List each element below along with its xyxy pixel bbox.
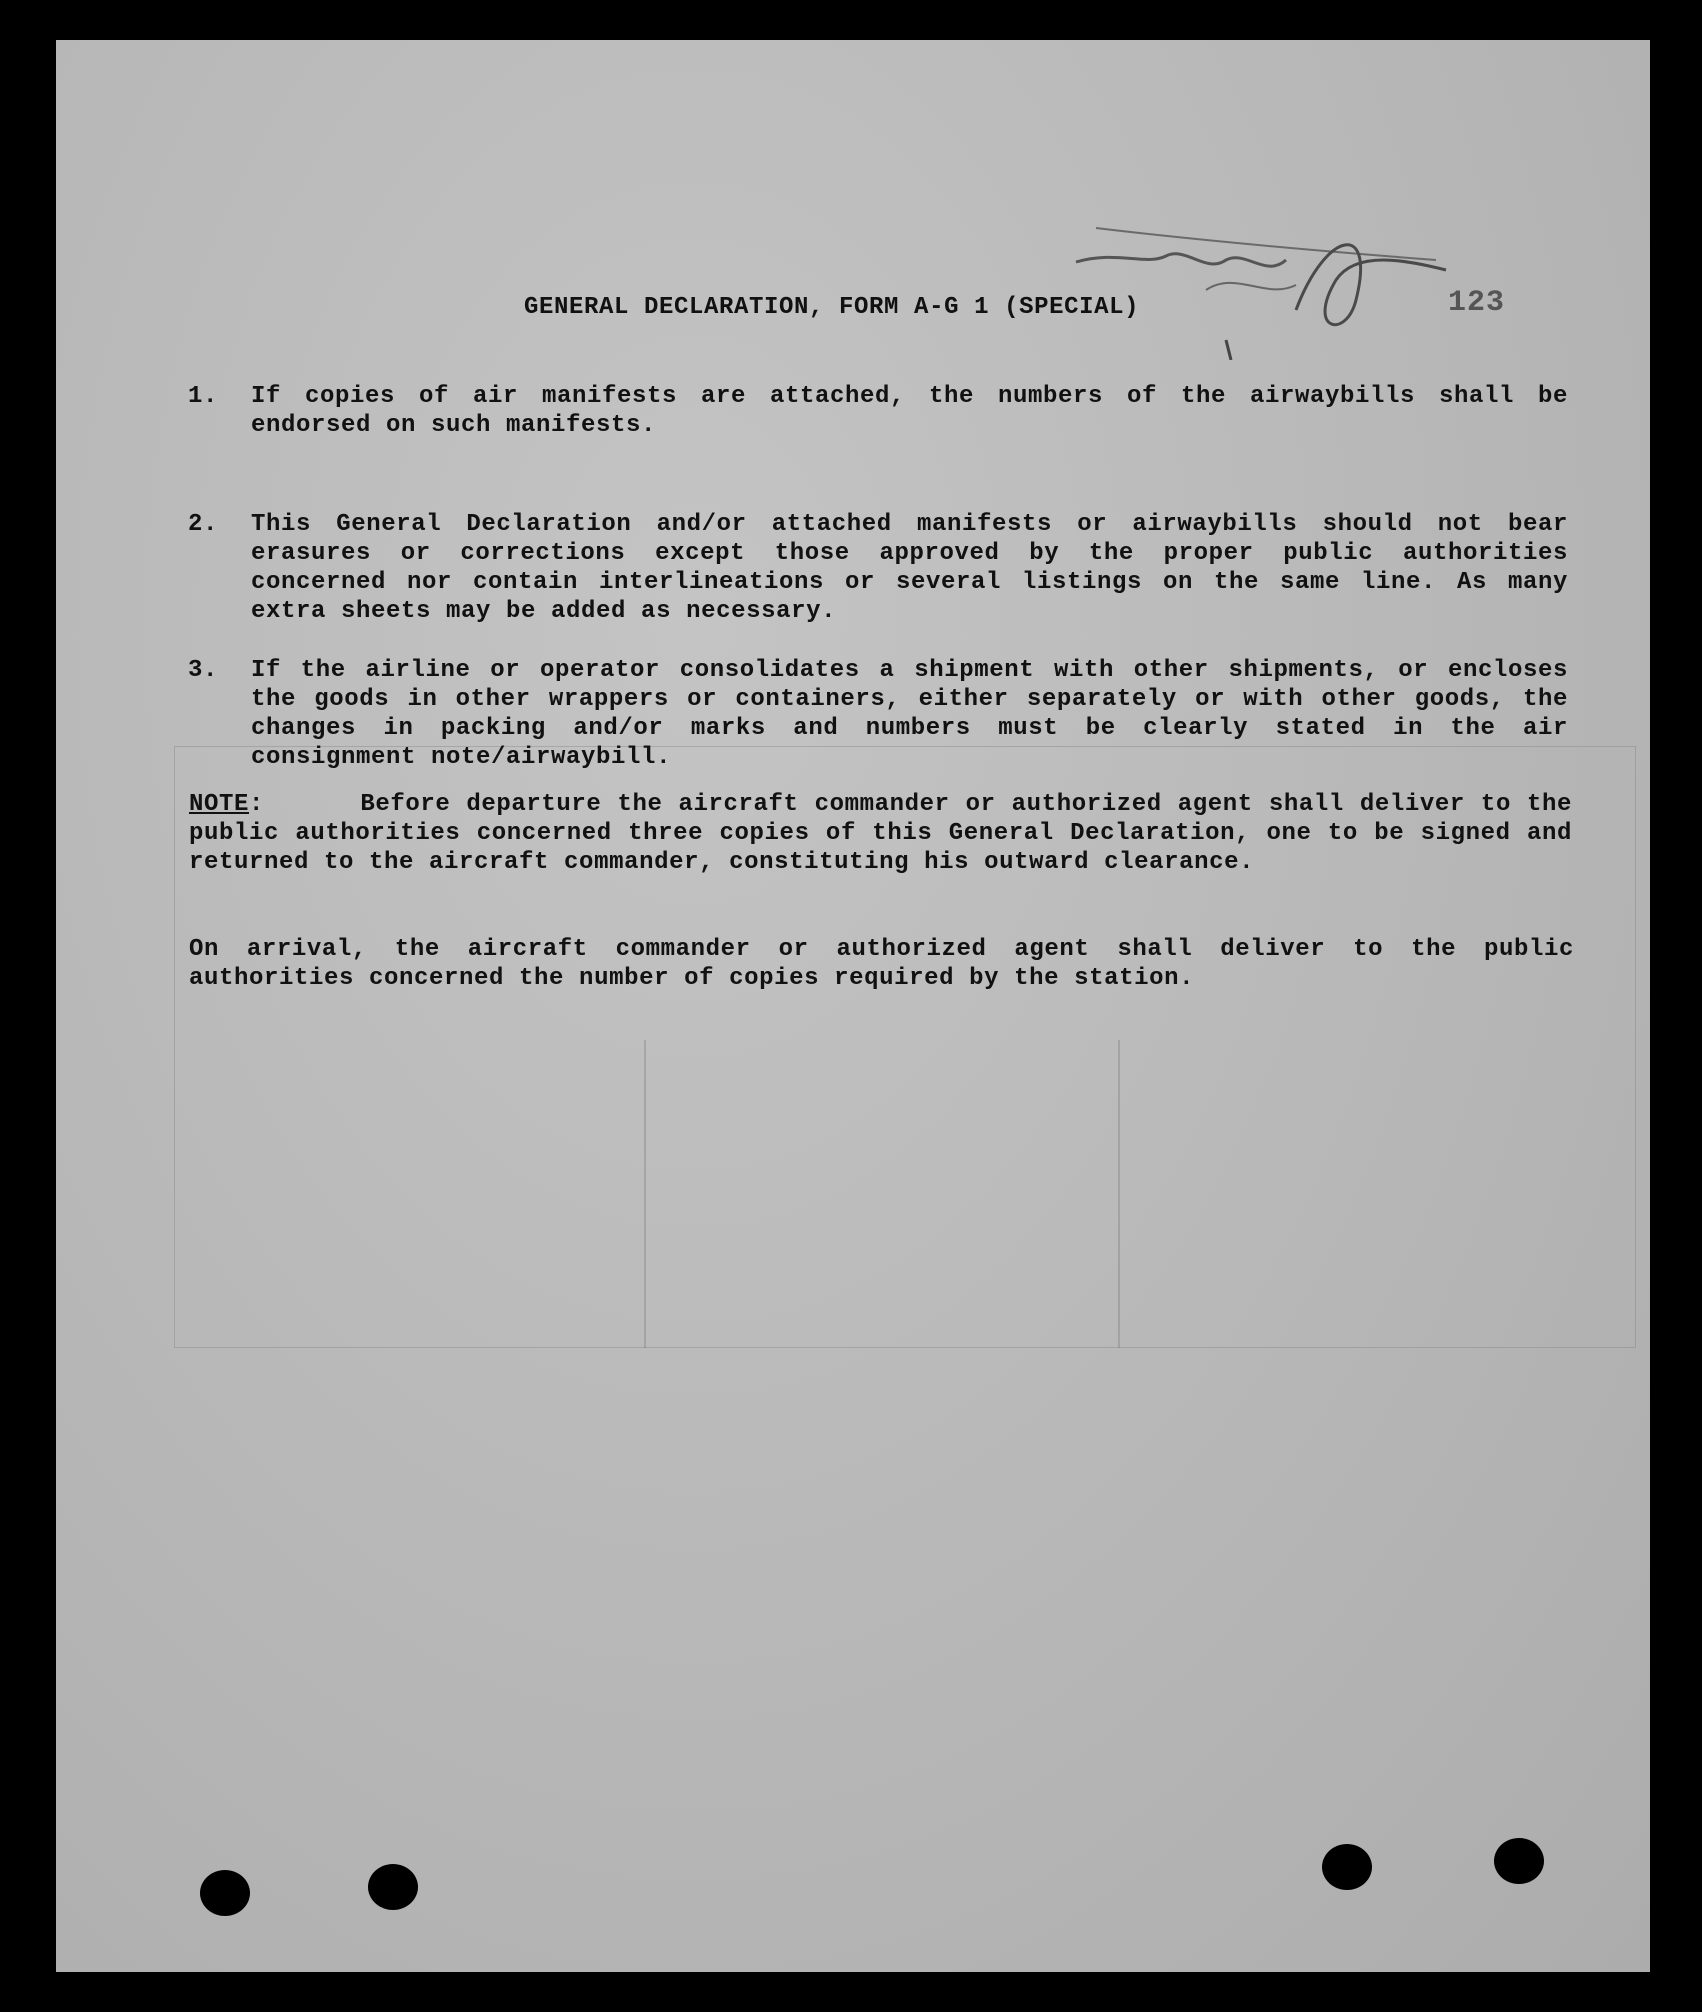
handwritten-signature (1056, 190, 1476, 360)
item-text: This General Declaration and/or attached manifests or airwaybills should not bear erasures or corrections except those approved by the proper public authorities concerned nor contain interlineations or several listings on the same line. As many extra sheets may be added as necessary. (251, 511, 1568, 625)
list-item (188, 382, 1568, 440)
note-text: Before departure the aircraft commander or authorized agent shall deliver to the public authorities concerned three copies of this General Declaration, one to be signed and returned to the aircraft commander, constituting his outward clearance. (189, 791, 1572, 876)
item-number: 2. (188, 511, 219, 538)
punch-hole (368, 1864, 418, 1910)
stamp-number: 123 (1448, 286, 1506, 320)
arrival-paragraph: On arrival, the aircraft commander or authorized agent shall deliver to the public authorities concerned the number of copies required by the station. (189, 936, 1574, 992)
note-label: NOTE (189, 791, 250, 818)
show-through-divider (1118, 1040, 1120, 1348)
note-paragraph: NOTE: Before departure the aircraft commander or authorized agent shall deliver to the public authorities concerned three copies of this General Declaration, one to be signed and returned to the aircraft commander, constituting his outward clearance. (189, 791, 1572, 876)
item-number: 1. (188, 383, 219, 410)
punch-hole (1322, 1844, 1372, 1890)
item-number: 3. (188, 657, 219, 684)
punch-hole (200, 1870, 250, 1916)
document-page (56, 40, 1650, 1972)
item-text: If copies of air manifests are attached, the numbers of the airwaybills shall be endorsed on such manifests. (251, 383, 1568, 439)
list-item (188, 656, 1568, 772)
list-item (188, 510, 1568, 626)
punch-hole (1494, 1838, 1544, 1884)
document-title: GENERAL DECLARATION, FORM A-G 1 (SPECIAL) (524, 294, 1140, 321)
item-text: If the airline or operator consolidates a shipment with other shipments, or encloses the goods in other wrappers or containers, either separately or with other goods, the changes in packing and/or marks and numbers must be clearly stated in the air consignment note/airwaybill. (251, 657, 1568, 771)
show-through-divider (644, 1040, 646, 1348)
